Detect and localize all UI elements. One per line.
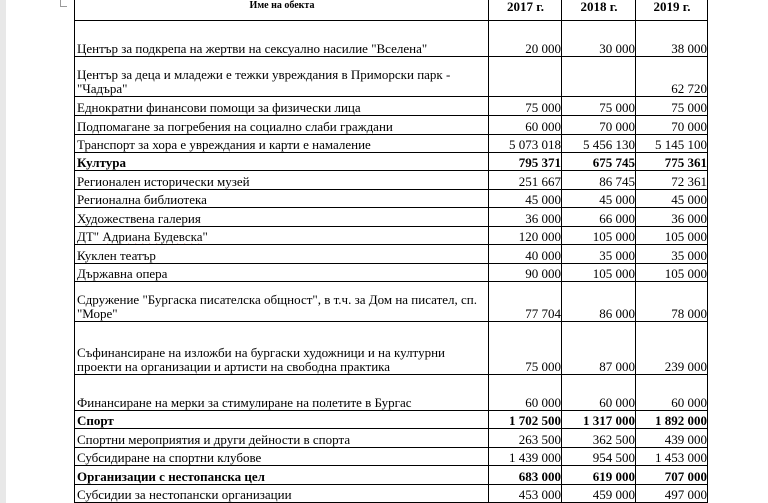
value-2019: 38 000: [636, 21, 708, 57]
value-2019: 62 720: [636, 57, 708, 97]
value-2019: 497 000: [636, 485, 708, 503]
value-2017: 40 000: [489, 245, 562, 264]
header-year-2018: 2018 г.: [562, 0, 636, 21]
row-name: Куклен театър: [75, 245, 489, 264]
value-2018: 105 000: [562, 227, 636, 245]
row-name: Субсидии за нестопански организации: [75, 485, 489, 503]
row-name-suffix: ": [202, 229, 208, 244]
header-name-label: Име на обекта: [249, 0, 315, 11]
table-row: [75, 190, 708, 208]
row-name: Регионален исторически музей: [75, 171, 489, 190]
table-row: [75, 448, 708, 466]
value-2017: 453 000: [489, 485, 562, 503]
value-2018: 70 000: [562, 116, 636, 135]
row-name: Подпомагане за погребения на социално слаби граждани: [75, 116, 489, 135]
section-row-nonprofit: [75, 466, 708, 485]
value-2018: 75 000: [562, 97, 636, 116]
value-2017: 1 702 500: [489, 411, 562, 429]
value-2017: 36 000: [489, 208, 562, 227]
value-2018: 30 000: [562, 21, 636, 57]
table-row: [75, 21, 708, 57]
value-2018: 5 456 130: [562, 135, 636, 153]
table-row: [75, 375, 708, 411]
value-2018: 362 500: [562, 429, 636, 448]
value-2017: 75 000: [489, 322, 562, 375]
value-2017: 1 439 000: [489, 448, 562, 466]
header-year-2017: 2017 г.: [489, 0, 562, 21]
value-2018: 619 000: [562, 466, 636, 485]
row-name-prefix: ДТ": [77, 229, 103, 244]
value-2017: [489, 57, 562, 97]
row-name: Субсидиране на спортни клубове: [75, 448, 489, 466]
value-2018: 675 745: [562, 153, 636, 171]
value-2019: 239 000: [636, 322, 708, 375]
value-2019: 45 000: [636, 190, 708, 208]
table-row: [75, 171, 708, 190]
value-2018: 459 000: [562, 485, 636, 503]
row-name: Център за подкрепа на жертви на сексуално насилие "Вселена": [75, 21, 489, 57]
header-year-2019: 2019 г.: [636, 0, 708, 21]
value-2019: 60 000: [636, 375, 708, 411]
value-2017: 120 000: [489, 227, 562, 245]
value-2017: 77 704: [489, 282, 562, 322]
value-2017: 45 000: [489, 190, 562, 208]
value-2018: 86 745: [562, 171, 636, 190]
value-2019: 775 361: [636, 153, 708, 171]
section-row-culture: [75, 153, 708, 171]
value-2019: 105 000: [636, 227, 708, 245]
value-2018: 87 000: [562, 322, 636, 375]
value-2017: 683 000: [489, 466, 562, 485]
budget-table: [74, 0, 708, 503]
table-row: [75, 97, 708, 116]
value-2019: 75 000: [636, 97, 708, 116]
row-name: Транспорт за хора е увреждания и карти е намаление: [75, 135, 489, 153]
value-2017: 5 073 018: [489, 135, 562, 153]
row-name: Спорт: [75, 411, 489, 429]
value-2017: 60 000: [489, 375, 562, 411]
section-row-sport: [75, 411, 708, 429]
table-row: [75, 245, 708, 264]
row-name: Култура: [75, 153, 489, 171]
row-name: Спортни мероприятия и други дейности в спорта: [75, 429, 489, 448]
row-name: Държавна опера: [75, 264, 489, 282]
value-2018: 45 000: [562, 190, 636, 208]
value-2019: 78 000: [636, 282, 708, 322]
value-2018: 105 000: [562, 264, 636, 282]
table-row: [75, 322, 708, 375]
value-2017: 90 000: [489, 264, 562, 282]
value-2019: 5 145 100: [636, 135, 708, 153]
table-row: [75, 227, 708, 245]
value-2018: 954 500: [562, 448, 636, 466]
value-2019: 35 000: [636, 245, 708, 264]
value-2018: [562, 57, 636, 97]
row-name: Регионална библиотека: [75, 190, 489, 208]
row-name: Еднократни финансови помощи за физически лица: [75, 97, 489, 116]
table-row: [75, 485, 708, 503]
table-row: [75, 429, 708, 448]
table-row: [75, 264, 708, 282]
value-2018: 60 000: [562, 375, 636, 411]
value-2018: 86 000: [562, 282, 636, 322]
value-2018: 1 317 000: [562, 411, 636, 429]
value-2019: 1 453 000: [636, 448, 708, 466]
table-row: [75, 57, 708, 97]
value-2019: 72 361: [636, 171, 708, 190]
value-2017: 795 371: [489, 153, 562, 171]
row-name: [75, 227, 489, 245]
value-2017: 60 000: [489, 116, 562, 135]
value-2017: 75 000: [489, 97, 562, 116]
value-2019: 105 000: [636, 264, 708, 282]
row-name: Художествена галерия: [75, 208, 489, 227]
value-2017: 20 000: [489, 21, 562, 57]
value-2019: 707 000: [636, 466, 708, 485]
row-name: Организации с нестопанска цел: [75, 466, 489, 485]
value-2019: 1 892 000: [636, 411, 708, 429]
value-2018: 35 000: [562, 245, 636, 264]
header-name-cell: [75, 0, 489, 21]
row-name: Център за деца и младежи е тежки увреждания в Приморски парк - "Чадъра": [75, 57, 489, 97]
value-2018: 66 000: [562, 208, 636, 227]
value-2019: 36 000: [636, 208, 708, 227]
value-2019: 439 000: [636, 429, 708, 448]
row-name: Сдружение "Бургаска писателска общност", в т.ч. за Дом на писател, сп. "Море": [75, 282, 489, 322]
value-2017: 263 500: [489, 429, 562, 448]
table-row: [75, 135, 708, 153]
value-2017: 251 667: [489, 171, 562, 190]
row-name-spellcheck-word: Адриана Будевска: [102, 229, 203, 244]
row-name: Съфинансиране на изложби на бургаски художници и на културни проекти на организации и артисти на свободна практика: [75, 322, 489, 375]
row-name: Финансиране на мерки за стимулиране на полетите в Бургас: [75, 375, 489, 411]
table-row: [75, 208, 708, 227]
value-2019: 70 000: [636, 116, 708, 135]
table-row: [75, 116, 708, 135]
margin-corner-mark: [60, 0, 67, 7]
table-row: [75, 282, 708, 322]
page-edge: [0, 0, 6, 503]
table-header-row: [75, 0, 708, 21]
